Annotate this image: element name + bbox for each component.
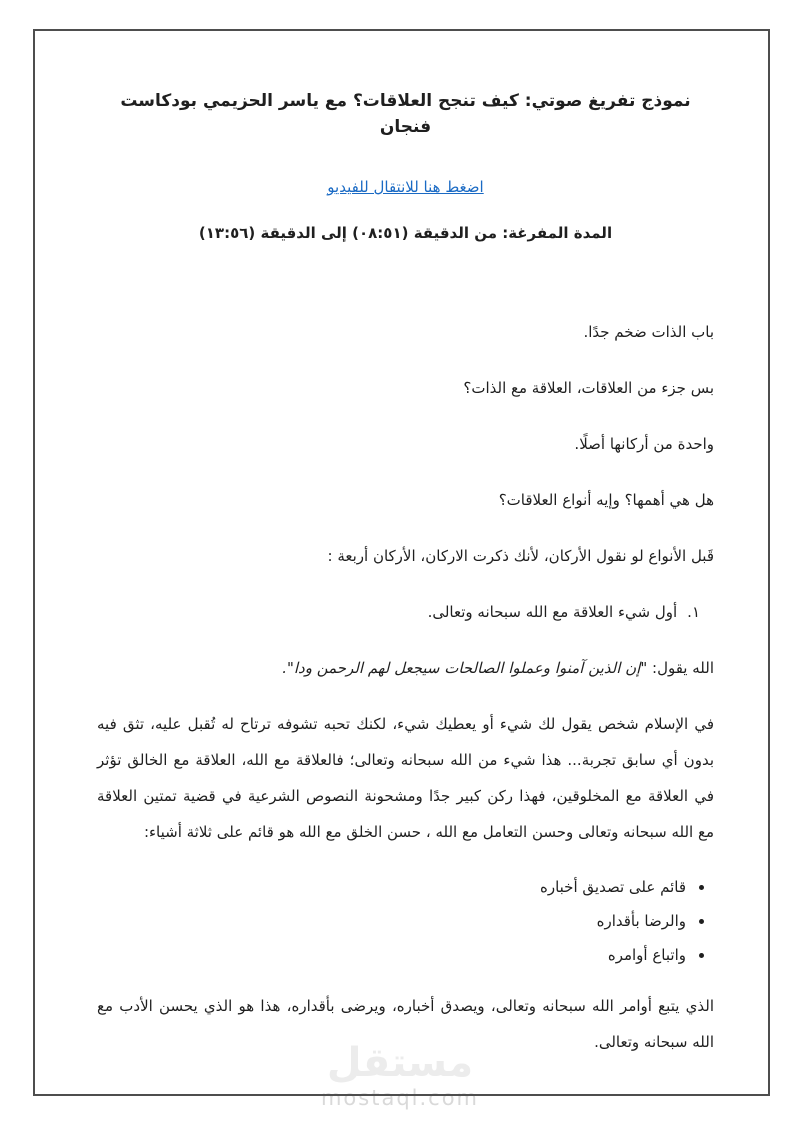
quote-prefix: الله يقول: [647,659,714,677]
mostaql-domain: mostaql.com [320,1086,480,1110]
video-link-line [97,176,714,198]
bullet-item-3: • واتباع أوامره [97,938,688,972]
page-title: نموذج تفريغ صوتي: كيف تنجح العلاقات؟ مع ياسر الحزيمي بودكاست فنجان [120,91,691,137]
bullet-item-1: • قائم على تصديق أخباره [97,870,688,904]
numbered-list-item [97,594,714,630]
body-paragraph: في الإسلام شخص يقول لك شيء أو يعطيك شيء، لكنك تحبه تشوفه ترتاح له تُقبل عليه، تثق فيه بدون أي سابق تجربة... هذا شيء من الله سبحانه وتعالى؛ فالعلاقة مع الله، العلاقة مع الخالق تؤثر في العلاقة مع المخلوقين، فهذا ركن كبير جدًا ومشحونة النصوص الشرعية في قضية تمتين العلاقة مع الله سبحانه وتعالى وحسن التعامل مع الله ، حسن الخلق مع الله هو قائم على ثلاثة أشياء: [97,715,714,841]
video-link[interactable]: اضغط هنا للانتقال للفيديو [327,178,484,196]
paragraph-2: بس جزء من العلاقات، العلاقة مع الذات؟ [463,379,714,397]
paragraph-1: باب الذات ضخم جدًا. [583,323,714,341]
quote-paragraph [97,650,714,686]
paragraph-4: هل هي أهمها؟ وإيه أنواع العلاقات؟ [498,491,714,509]
duration-line: المدة المفرغة: من الدقيقة (٠٨:٥١) إلى الدقيقة (١٣:٥٦) [198,224,613,242]
document-page [33,29,770,1096]
paragraph-3: واحدة من أركانها أصلًا. [574,435,714,453]
mostaql-logo: مستقل [326,1040,474,1086]
closing-paragraph: الذي يتبع أوامر الله سبحانه وتعالى، ويصدق أخباره، ويرضى بأقداره، هذا هو الذي يحسن الأدب مع الله سبحانه وتعالى. [97,997,714,1051]
bullet-item-2: • والرضا بأقداره [97,904,688,938]
numbered-item-text: أول شيء العلاقة مع الله سبحانه وتعالى. [427,603,678,621]
paragraph-5: قَبل الأنواع لو نقول الأركان، لأنك ذكرت الاركان، الأركان أربعة : [327,547,714,565]
bullet-list [97,870,714,972]
quote-text: "إن الذين آمنوا وعملوا الصالحات سيجعل لهم الرحمن ودا". [282,659,648,677]
list-number: ١. [687,603,700,621]
